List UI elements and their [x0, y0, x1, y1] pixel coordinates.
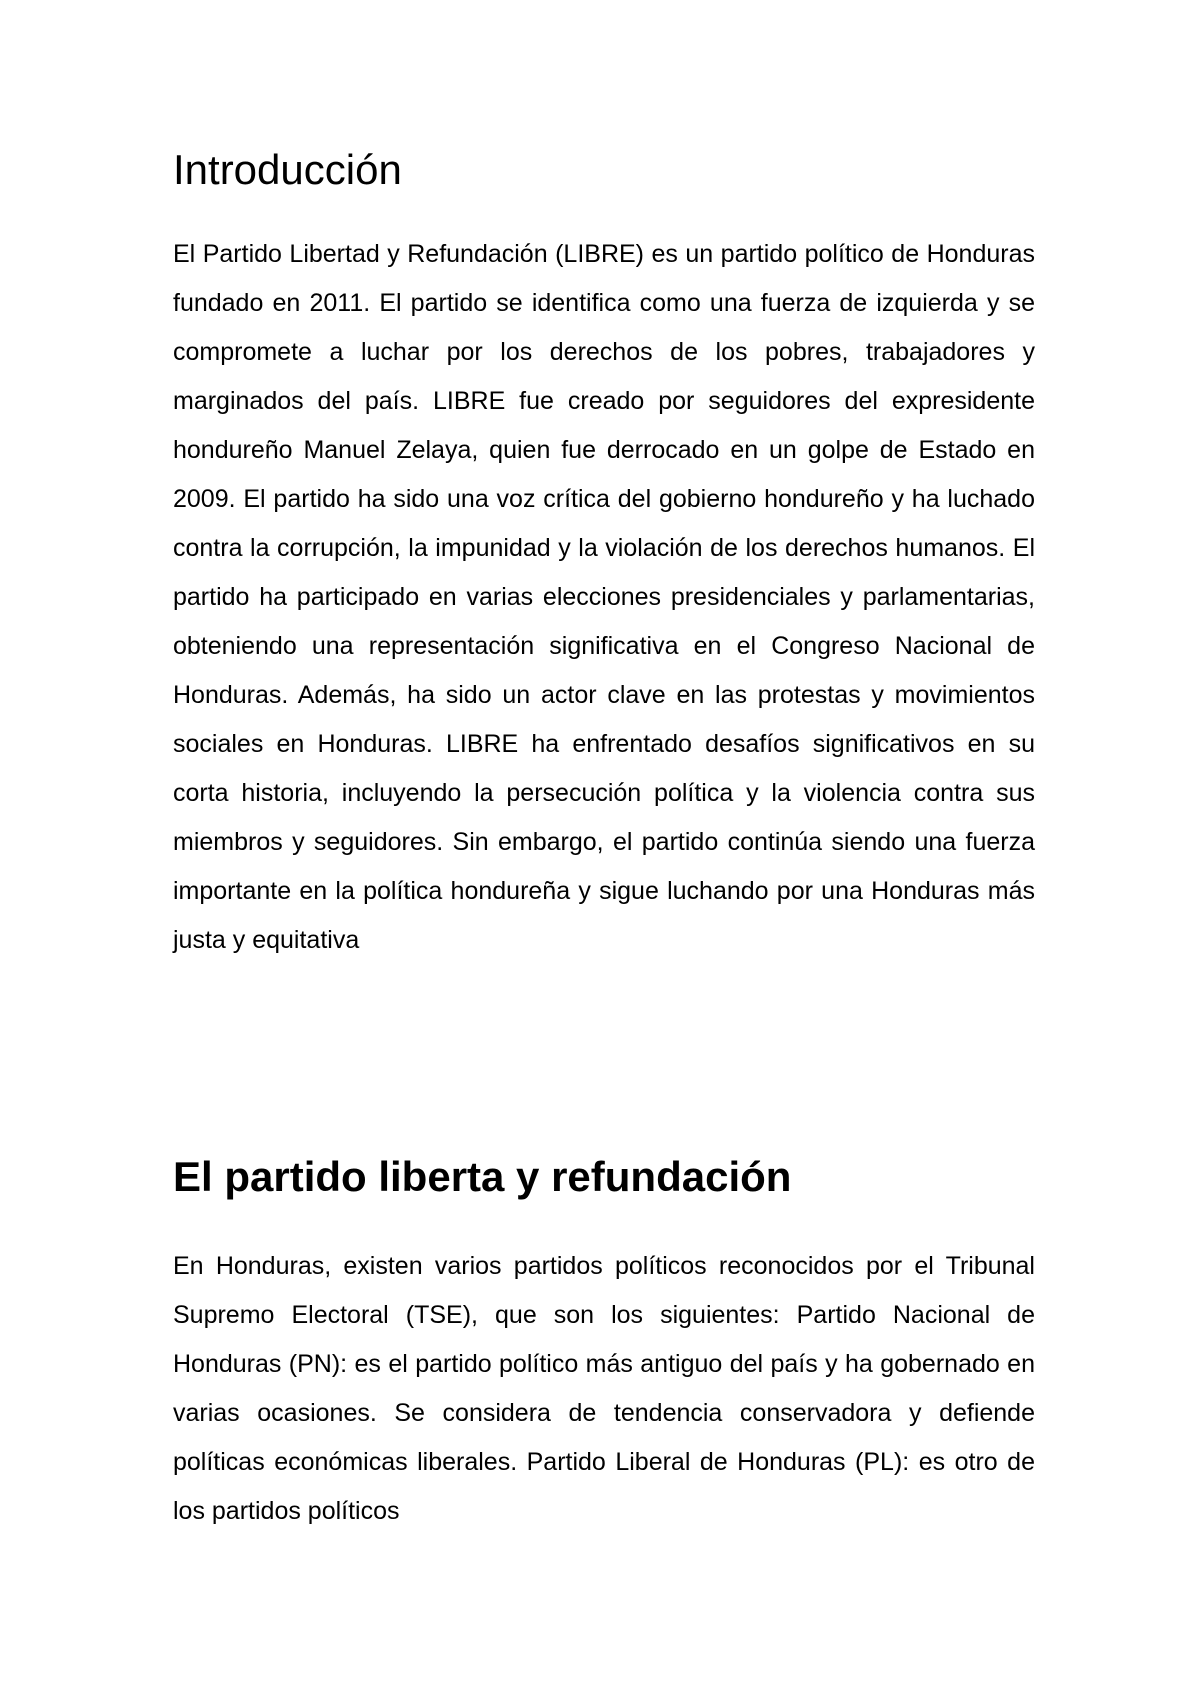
intro-paragraph: El Partido Libertad y Refundación (LIBRE) es un partido político de Honduras fundado en 2011. El partido se identifica como una fuerza de izquierda y se compromete a luchar por los derechos de los pobres, trabajadores y marginados del país. LIBRE fue creado por seguidores del expresidente hondureño Manuel Zelaya, quien fue derrocado en un golpe de Estado en 2009. El partido ha sido una voz crítica del gobierno hondureño y ha luchado contra la corrupción, la impunidad y la violación de los derechos humanos. El partido ha participado en varias elecciones presidenciales y parlamentarias, obteniendo una representación significativa en el Congreso Nacional de Honduras. Además, ha sido un actor clave en las protestas y movimientos sociales en Honduras. LIBRE ha enfrentado desafíos significativos en su corta historia, incluyendo la persecución política y la violencia contra sus miembros y seguidores. Sin embargo, el partido continúa siendo una fuerza importante en la política hondureña y sigue luchando por una Honduras más justa y equitativa [173, 240, 1035, 954]
section-paragraph: En Honduras, existen varios partidos políticos reconocidos por el Tribunal Supremo Electoral (TSE), que son los siguientes: Partido Nacional de Honduras (PN): es el partido político más antiguo del país y ha gobernado en varias ocasiones. Se considera de tendencia conservadora y defiende políticas económicas liberales. Partido Liberal de Honduras (PL): es otro de los partidos políticos [173, 1252, 1035, 1525]
section-heading: El partido liberta y refundación [173, 1153, 792, 1200]
intro-heading: Introducción [173, 146, 402, 193]
